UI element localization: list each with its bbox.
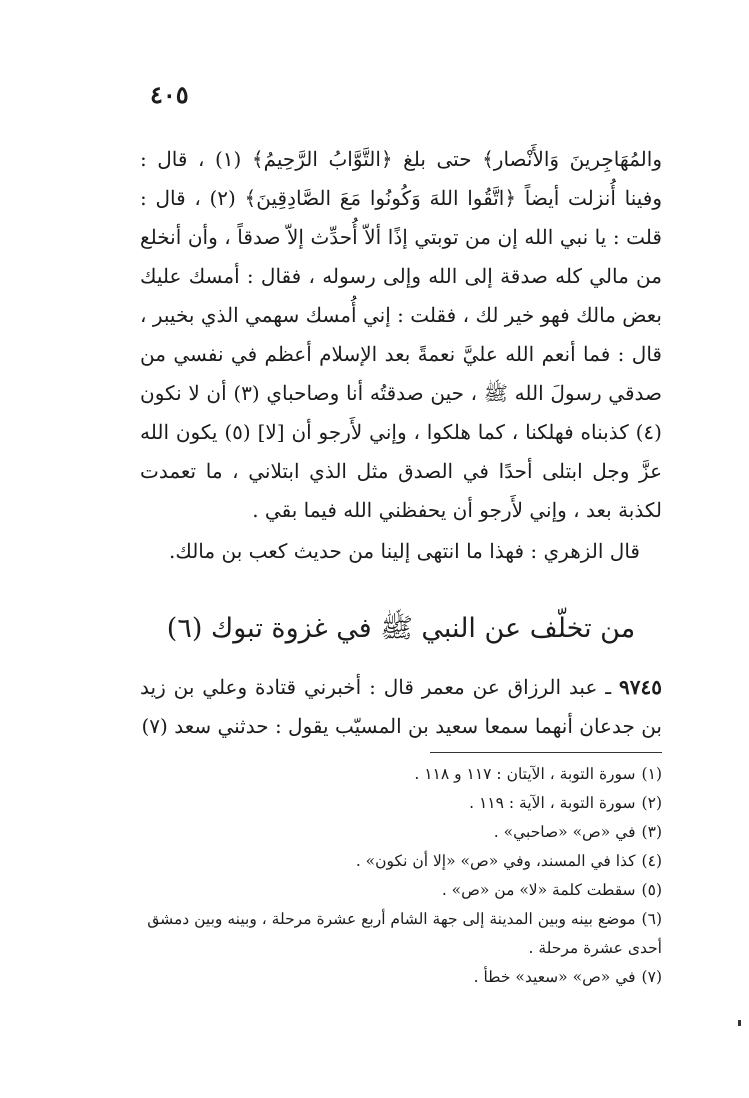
footnote-item <box>140 905 662 963</box>
footnote-number: (٦) <box>641 910 662 928</box>
footnote-text: في «ص» «صاحبي» . <box>493 823 636 841</box>
footnote-item <box>140 760 662 789</box>
hadith-number: ٩٧٤٥ <box>619 675 662 699</box>
footnote-item <box>140 963 662 992</box>
footnote-number: (٥) <box>641 881 662 899</box>
footnote-text: موضع بينه وبين المدينة إلى جهة الشام أربع عشرة مرحلة ، وبينه وبين دمشق أحدى عشرة مرحلة . <box>147 910 662 957</box>
page-number: ٤٠٥ <box>150 80 189 109</box>
footnote-item <box>140 818 662 847</box>
footnote-text: كذا في المسند، وفي «ص» «إلا أن نكون» . <box>355 852 636 870</box>
hadith-block <box>140 668 662 746</box>
footnote-number: (٧) <box>641 968 662 986</box>
main-paragraph: والمُهَاجِرينَ وَالأَنْصار﴾ حتى بلغ ﴿التَّوَّابُ الرَّحِيمُ﴾ (١) ، قال : وفينا أُنزلت أيضاً ﴿اتَّقُوا اللهَ وَكُونُوا مَعَ الصَّادِقِينَ﴾ (٢) ، قال : قلت : يا نبي الله إن من توبتي إذًا ألاّ أُحدِّث إلاّ صدقاً ، وأن أنخلع من مالي كله صدقة إلى الله وإلى رسوله ، فقال : أمسك عليك بعض مالك فهو خير لك ، فقلت : إني أُمسك سهمي الذي بخيبر ، قال : فما أنعم الله عليَّ نعمةً بعد الإسلام أعظم في نفسي من صدقي رسولَ الله ﷺ ، حين صدقتُه أنا وصاحباي (٣) أن لا نكون (٤) كذبناه فهلكنا ، كما هلكوا ، وإني لأَرجو أن [لا] (٥) يكون الله عزَّ وجل ابتلى أحدًا في الصدق مثل الذي ابتلاني ، ما تعمدت لكذبة بعد ، وإني لأَرجو أن يحفظني الله فيما بقي . <box>140 147 663 522</box>
footnote-item <box>140 876 662 905</box>
main-text <box>140 140 662 571</box>
footnote-text: في «ص» «سعيد» خطأ . <box>473 968 636 986</box>
footnote-number: (٤) <box>641 852 662 870</box>
footnote-item <box>140 847 662 876</box>
hadith-paragraph <box>140 668 662 746</box>
footnote-number: (١) <box>641 765 662 783</box>
footnote-divider <box>430 752 662 753</box>
zuhri-statement: قال الزهري : فهذا ما انتهى إلينا من حديث كعب بن مالك. <box>169 539 640 563</box>
footnote-text: سقطت كلمة «لا» من «ص» . <box>441 881 636 899</box>
chapter-heading: من تخلّف عن النبي ﷺ في غزوة تبوك (٦) <box>166 613 636 644</box>
hadith-text: ـ عبد الرزاق عن معمر قال : أخبرني قتادة وعلي بن زيد بن جدعان أنهما سمعا سعيد بن المسيّب يقول : حدثني سعد (٧) <box>140 675 662 738</box>
margin-mark <box>738 1020 741 1026</box>
footnote-text: سورة التوبة ، الآيتان : ١١٧ و ١١٨ . <box>414 765 636 783</box>
footnotes-list <box>140 760 662 992</box>
footnote-text: سورة التوبة ، الآية : ١١٩ . <box>469 794 636 812</box>
footnote-number: (٣) <box>641 823 662 841</box>
footnote-item <box>140 789 662 818</box>
footnote-number: (٢) <box>641 794 662 812</box>
